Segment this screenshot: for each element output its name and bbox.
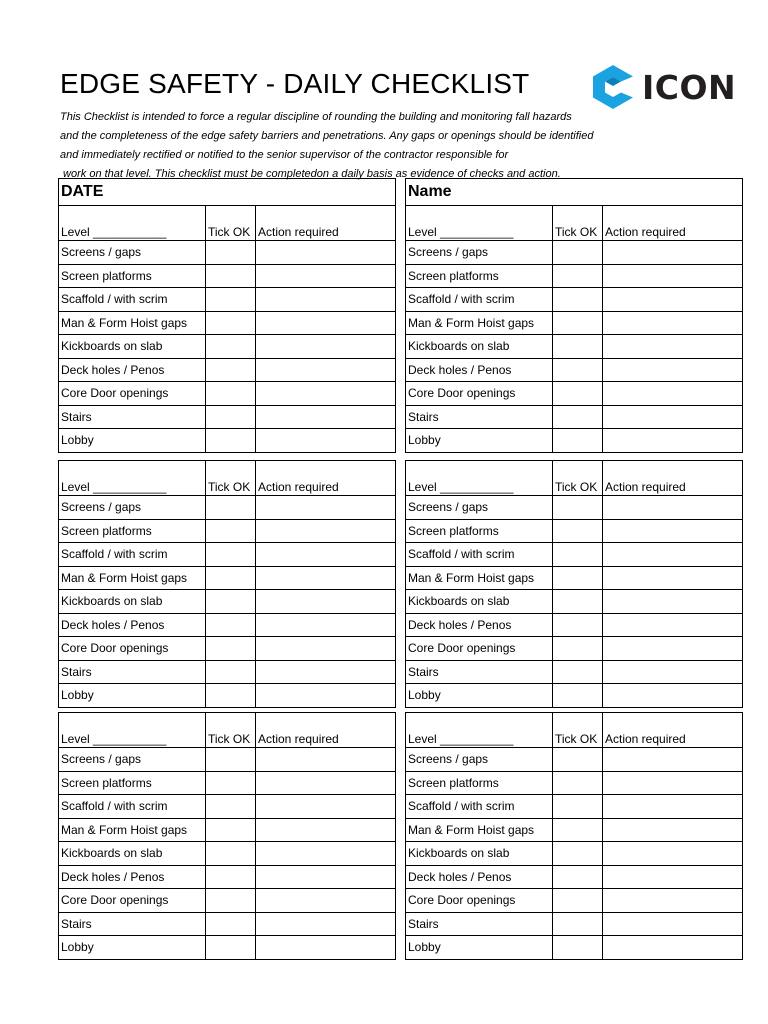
tick-ok-cell[interactable] — [206, 889, 256, 913]
tick-ok-cell[interactable] — [206, 684, 256, 708]
item-label: Kickboards on slab — [59, 842, 206, 866]
tick-ok-cell[interactable] — [206, 865, 256, 889]
intro-line: This Checklist is intended to force a regular discipline of rounding the building and monitoring fall hazards — [60, 111, 572, 123]
table-row — [59, 771, 396, 795]
level-header: Level ___________ — [59, 713, 206, 748]
action-required-cell[interactable] — [603, 241, 743, 265]
action-required-header: Action required — [603, 713, 743, 748]
tick-ok-cell[interactable] — [553, 382, 603, 406]
tick-ok-cell[interactable] — [206, 519, 256, 543]
item-label: Scaffold / with scrim — [406, 288, 553, 312]
level-header: Level ___________ — [406, 206, 553, 241]
level-header: Level ___________ — [406, 461, 553, 496]
checklist-table — [405, 178, 743, 453]
item-label: Stairs — [406, 405, 553, 429]
table-row — [59, 382, 396, 406]
table-row — [406, 637, 743, 661]
table-row — [59, 684, 396, 708]
action-required-cell[interactable] — [603, 543, 743, 567]
item-label: Lobby — [406, 936, 553, 960]
action-required-cell[interactable] — [603, 264, 743, 288]
tick-ok-cell[interactable] — [206, 660, 256, 684]
item-label: Deck holes / Penos — [406, 358, 553, 382]
item-label: Screens / gaps — [59, 496, 206, 520]
action-required-cell[interactable] — [256, 543, 396, 567]
intro-line: and the completeness of the edge safety barriers and penetrations. Any gaps or openings should be identified — [60, 130, 594, 142]
item-label: Stairs — [59, 912, 206, 936]
item-label: Man & Form Hoist gaps — [59, 311, 206, 335]
tick-ok-cell[interactable] — [553, 543, 603, 567]
table-row — [406, 842, 743, 866]
table-row — [59, 566, 396, 590]
table-row — [406, 566, 743, 590]
action-required-cell[interactable] — [256, 405, 396, 429]
table-row — [406, 335, 743, 359]
table-row — [406, 496, 743, 520]
tick-ok-cell[interactable] — [553, 241, 603, 265]
tick-ok-cell[interactable] — [206, 405, 256, 429]
tick-ok-cell[interactable] — [206, 590, 256, 614]
action-required-cell[interactable] — [256, 795, 396, 819]
table-row — [59, 241, 396, 265]
level-header: Level ___________ — [59, 206, 206, 241]
action-required-cell[interactable] — [603, 429, 743, 453]
item-label: Screens / gaps — [406, 748, 553, 772]
tick-ok-cell[interactable] — [553, 264, 603, 288]
item-label: Scaffold / with scrim — [59, 795, 206, 819]
action-required-cell[interactable] — [256, 358, 396, 382]
tick-ok-cell[interactable] — [553, 613, 603, 637]
tick-ok-cell[interactable] — [206, 358, 256, 382]
action-required-cell[interactable] — [603, 358, 743, 382]
name-field[interactable]: Name — [406, 179, 743, 206]
table-row — [406, 241, 743, 265]
tick-ok-cell[interactable] — [553, 771, 603, 795]
tick-ok-cell[interactable] — [206, 496, 256, 520]
item-label: Screen platforms — [59, 519, 206, 543]
intro-paragraph — [60, 108, 660, 184]
table-row — [59, 912, 396, 936]
item-label: Screen platforms — [59, 264, 206, 288]
item-label: Kickboards on slab — [59, 335, 206, 359]
item-label: Lobby — [406, 429, 553, 453]
table-row — [406, 264, 743, 288]
checklist-table — [405, 460, 743, 708]
tick-ok-cell[interactable] — [206, 842, 256, 866]
action-required-cell[interactable] — [256, 382, 396, 406]
table-row — [406, 382, 743, 406]
table-row — [406, 429, 743, 453]
item-label: Screens / gaps — [59, 748, 206, 772]
table-row — [59, 496, 396, 520]
action-required-cell[interactable] — [256, 566, 396, 590]
action-required-cell[interactable] — [603, 613, 743, 637]
item-label: Stairs — [406, 912, 553, 936]
icon-logo — [590, 64, 736, 110]
action-required-cell[interactable] — [603, 519, 743, 543]
tick-ok-cell[interactable] — [206, 637, 256, 661]
intro-line: work on that level. This checklist must be completedon a daily basis as evidence of checks and action. — [60, 168, 561, 180]
icon-logo-mark-icon — [590, 64, 636, 110]
table-row — [59, 889, 396, 913]
action-required-cell[interactable] — [603, 382, 743, 406]
action-required-header: Action required — [256, 713, 396, 748]
table-row — [59, 748, 396, 772]
table-row — [406, 519, 743, 543]
table-row — [406, 865, 743, 889]
action-required-cell[interactable] — [256, 335, 396, 359]
action-required-cell[interactable] — [256, 429, 396, 453]
tick-ok-cell[interactable] — [553, 936, 603, 960]
tick-ok-cell[interactable] — [206, 429, 256, 453]
tick-ok-header: Tick OK — [553, 713, 603, 748]
tick-ok-cell[interactable] — [553, 637, 603, 661]
tick-ok-cell[interactable] — [553, 566, 603, 590]
item-label: Lobby — [59, 684, 206, 708]
tick-ok-cell[interactable] — [553, 748, 603, 772]
tick-ok-cell[interactable] — [553, 429, 603, 453]
action-required-header: Action required — [256, 461, 396, 496]
table-row — [59, 660, 396, 684]
item-label: Core Door openings — [406, 889, 553, 913]
tick-ok-cell[interactable] — [553, 590, 603, 614]
item-label: Screens / gaps — [59, 241, 206, 265]
table-row — [59, 637, 396, 661]
table-row — [59, 613, 396, 637]
action-required-cell[interactable] — [256, 311, 396, 335]
action-required-cell[interactable] — [256, 660, 396, 684]
item-label: Scaffold / with scrim — [406, 795, 553, 819]
action-required-cell[interactable] — [603, 335, 743, 359]
action-required-cell[interactable] — [256, 288, 396, 312]
level-header: Level ___________ — [406, 713, 553, 748]
level-header: Level ___________ — [59, 461, 206, 496]
item-label: Deck holes / Penos — [59, 613, 206, 637]
tick-ok-header: Tick OK — [206, 713, 256, 748]
table-row — [59, 429, 396, 453]
action-required-cell[interactable] — [603, 684, 743, 708]
action-required-cell[interactable] — [603, 311, 743, 335]
item-label: Screens / gaps — [406, 496, 553, 520]
action-required-cell[interactable] — [256, 936, 396, 960]
intro-line: and immediately rectified or notified to the senior supervisor of the contractor responsible for — [60, 149, 509, 161]
table-row — [59, 543, 396, 567]
item-label: Stairs — [59, 660, 206, 684]
item-label: Lobby — [406, 684, 553, 708]
tick-ok-cell[interactable] — [553, 660, 603, 684]
table-row — [406, 405, 743, 429]
table-row — [406, 748, 743, 772]
action-required-cell[interactable] — [603, 748, 743, 772]
action-required-header: Action required — [603, 206, 743, 241]
action-required-cell[interactable] — [603, 566, 743, 590]
tick-ok-cell[interactable] — [206, 382, 256, 406]
action-required-cell[interactable] — [256, 889, 396, 913]
tick-ok-cell[interactable] — [553, 405, 603, 429]
checklist-table — [58, 460, 396, 708]
table-row — [406, 771, 743, 795]
item-label: Stairs — [406, 660, 553, 684]
action-required-cell[interactable] — [256, 519, 396, 543]
item-label: Kickboards on slab — [59, 590, 206, 614]
item-label: Man & Form Hoist gaps — [406, 566, 553, 590]
table-row — [406, 543, 743, 567]
tick-ok-cell[interactable] — [206, 241, 256, 265]
table-row — [59, 842, 396, 866]
item-label: Core Door openings — [59, 637, 206, 661]
tick-ok-cell[interactable] — [206, 795, 256, 819]
action-required-cell[interactable] — [256, 842, 396, 866]
item-label: Lobby — [59, 429, 206, 453]
item-label: Man & Form Hoist gaps — [59, 566, 206, 590]
tick-ok-cell[interactable] — [206, 818, 256, 842]
item-label: Screens / gaps — [406, 241, 553, 265]
action-required-header: Action required — [603, 461, 743, 496]
tick-ok-header: Tick OK — [553, 206, 603, 241]
action-required-cell[interactable] — [256, 264, 396, 288]
table-row — [59, 264, 396, 288]
tick-ok-cell[interactable] — [553, 358, 603, 382]
action-required-cell[interactable] — [256, 496, 396, 520]
tick-ok-cell[interactable] — [553, 865, 603, 889]
action-required-cell[interactable] — [256, 613, 396, 637]
tick-ok-cell[interactable] — [206, 936, 256, 960]
action-required-cell[interactable] — [603, 795, 743, 819]
item-label: Screen platforms — [59, 771, 206, 795]
tick-ok-cell[interactable] — [206, 335, 256, 359]
table-row — [406, 311, 743, 335]
item-label: Screen platforms — [406, 519, 553, 543]
item-label: Scaffold / with scrim — [406, 543, 553, 567]
action-required-cell[interactable] — [256, 771, 396, 795]
table-row — [59, 936, 396, 960]
table-row — [59, 288, 396, 312]
date-field[interactable]: DATE — [59, 179, 396, 206]
table-row — [406, 358, 743, 382]
table-row — [406, 795, 743, 819]
item-label: Screen platforms — [406, 264, 553, 288]
tick-ok-cell[interactable] — [553, 842, 603, 866]
action-required-cell[interactable] — [603, 637, 743, 661]
action-required-cell[interactable] — [603, 936, 743, 960]
item-label: Screen platforms — [406, 771, 553, 795]
table-row — [406, 613, 743, 637]
action-required-cell[interactable] — [256, 865, 396, 889]
tick-ok-header: Tick OK — [206, 461, 256, 496]
item-label: Deck holes / Penos — [406, 865, 553, 889]
tick-ok-cell[interactable] — [206, 566, 256, 590]
action-required-cell[interactable] — [256, 684, 396, 708]
action-required-cell[interactable] — [603, 865, 743, 889]
tick-ok-header: Tick OK — [553, 461, 603, 496]
checklist-table — [405, 712, 743, 960]
table-row — [406, 912, 743, 936]
item-label: Deck holes / Penos — [59, 865, 206, 889]
item-label: Man & Form Hoist gaps — [59, 818, 206, 842]
item-label: Scaffold / with scrim — [59, 543, 206, 567]
table-row — [59, 590, 396, 614]
page-title: EDGE SAFETY - DAILY CHECKLIST — [60, 68, 530, 99]
logo-text: ICON — [642, 67, 737, 107]
tick-ok-cell[interactable] — [553, 795, 603, 819]
tick-ok-cell[interactable] — [553, 889, 603, 913]
item-label: Core Door openings — [59, 382, 206, 406]
action-required-cell[interactable] — [603, 405, 743, 429]
item-label: Lobby — [59, 936, 206, 960]
table-row — [406, 818, 743, 842]
table-row — [406, 936, 743, 960]
tick-ok-cell[interactable] — [553, 912, 603, 936]
tick-ok-cell[interactable] — [206, 288, 256, 312]
action-required-cell[interactable] — [603, 889, 743, 913]
tick-ok-cell[interactable] — [206, 311, 256, 335]
table-row — [59, 519, 396, 543]
tick-ok-cell[interactable] — [553, 818, 603, 842]
action-required-cell[interactable] — [256, 241, 396, 265]
item-label: Deck holes / Penos — [59, 358, 206, 382]
action-required-cell[interactable] — [256, 912, 396, 936]
item-label: Man & Form Hoist gaps — [406, 818, 553, 842]
action-required-cell[interactable] — [603, 771, 743, 795]
tick-ok-cell[interactable] — [553, 288, 603, 312]
table-row — [406, 660, 743, 684]
checklist-table — [58, 178, 396, 453]
tick-ok-cell[interactable] — [206, 912, 256, 936]
action-required-cell[interactable] — [603, 912, 743, 936]
item-label: Kickboards on slab — [406, 335, 553, 359]
table-row — [59, 405, 396, 429]
action-required-cell[interactable] — [603, 590, 743, 614]
tick-ok-cell[interactable] — [206, 771, 256, 795]
table-row — [406, 684, 743, 708]
table-row — [59, 335, 396, 359]
checklist-table — [58, 712, 396, 960]
tick-ok-cell[interactable] — [553, 311, 603, 335]
item-label: Kickboards on slab — [406, 842, 553, 866]
tick-ok-cell[interactable] — [206, 748, 256, 772]
tick-ok-cell[interactable] — [553, 496, 603, 520]
item-label: Core Door openings — [59, 889, 206, 913]
tick-ok-cell[interactable] — [206, 264, 256, 288]
action-required-cell[interactable] — [603, 660, 743, 684]
item-label: Kickboards on slab — [406, 590, 553, 614]
table-row — [59, 795, 396, 819]
table-row — [59, 865, 396, 889]
action-required-cell[interactable] — [256, 637, 396, 661]
action-required-cell[interactable] — [256, 590, 396, 614]
action-required-cell[interactable] — [603, 842, 743, 866]
action-required-cell[interactable] — [256, 748, 396, 772]
table-row — [406, 288, 743, 312]
tick-ok-cell[interactable] — [553, 684, 603, 708]
table-row — [59, 818, 396, 842]
table-row — [406, 889, 743, 913]
tick-ok-cell[interactable] — [206, 613, 256, 637]
action-required-cell[interactable] — [603, 288, 743, 312]
action-required-cell[interactable] — [256, 818, 396, 842]
action-required-cell[interactable] — [603, 818, 743, 842]
tick-ok-cell[interactable] — [553, 335, 603, 359]
tick-ok-cell[interactable] — [553, 519, 603, 543]
table-row — [406, 590, 743, 614]
tick-ok-cell[interactable] — [206, 543, 256, 567]
item-label: Core Door openings — [406, 382, 553, 406]
item-label: Man & Form Hoist gaps — [406, 311, 553, 335]
action-required-cell[interactable] — [603, 496, 743, 520]
table-row — [59, 311, 396, 335]
action-required-header: Action required — [256, 206, 396, 241]
item-label: Core Door openings — [406, 637, 553, 661]
table-row — [59, 358, 396, 382]
item-label: Deck holes / Penos — [406, 613, 553, 637]
item-label: Stairs — [59, 405, 206, 429]
tick-ok-header: Tick OK — [206, 206, 256, 241]
item-label: Scaffold / with scrim — [59, 288, 206, 312]
